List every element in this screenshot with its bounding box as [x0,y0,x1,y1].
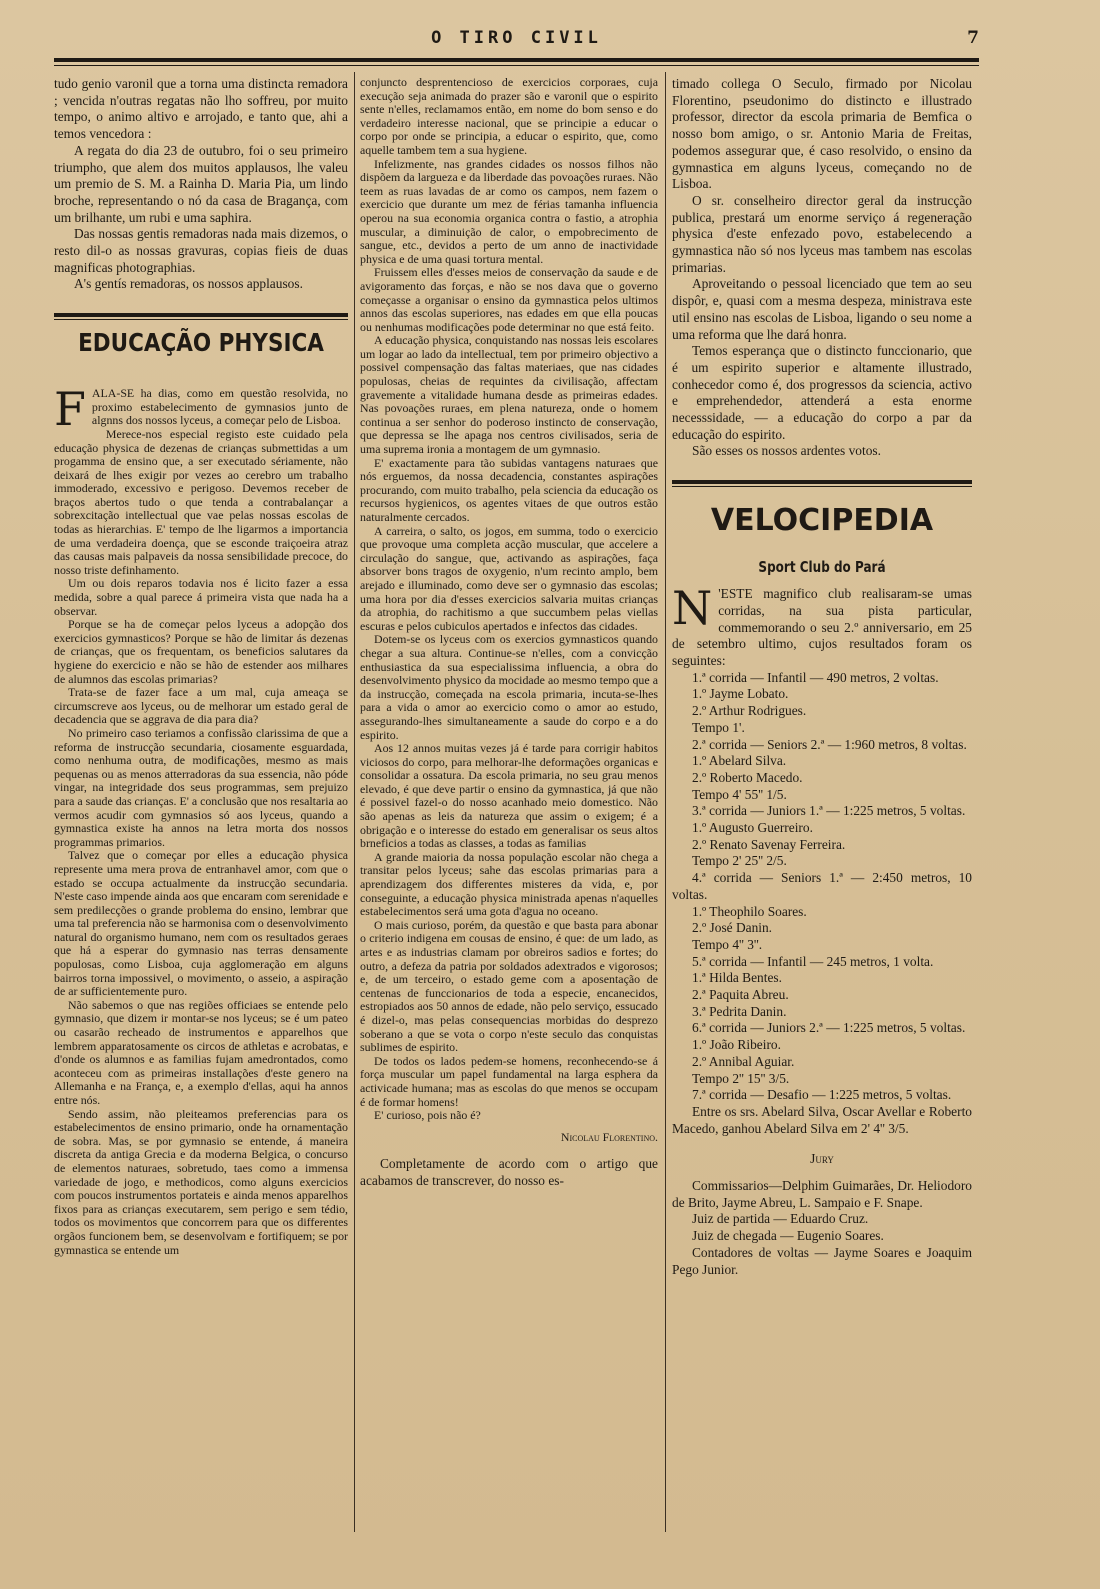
result-line: Tempo 2' 25'' 2/5. [692,853,787,869]
column-1 [54,76,348,1526]
result-line: 4.ª corrida — Seniors 1.ª — 2:450 metros, 10 voltas. [672,870,972,902]
section-title-educacao: EDUCAÇÃO PHYSICA [78,328,324,358]
result-line: 5.ª corrida — Infantil — 245 metros, 1 volta. [692,953,934,969]
educacao-article [54,382,348,1257]
result-line: 3.ª Pedrita Danin. [692,1003,787,1019]
regata-article-end [54,76,348,293]
paragraph: Trata-se de fazer face a um mal, cuja ameaça se circumscreve aos lyceus, ou de melhorar um estado geral de decadencia que se aggrava de dia para dia? [54,685,348,727]
result-line: 3.ª corrida — Juniors 1.ª — 1:225 metros, 5 voltas. [692,803,966,819]
column-divider [665,72,666,1532]
lead-paragraph [672,581,972,670]
paragraph: Infelizmente, nas grandes cidades os nossos filhos não dispõem da largueza e da liberdade das povoações ruraes. Não teem as ruas lavadas de ar como os campos, nem fazem o exercicio que durante um mez de férias tamanha influencia operou na sua economia organica contra o fastio, a atrophia muscular, a diminuição de calor, o empobrecimento de sangue, etc., devidos a perto de um anno de inactividade physica e de uma quasi tortura mental. [360,156,658,266]
result-line: 2.ª Paquita Abreu. [692,987,789,1003]
result-line: 7.ª corrida — Desafio — 1:225 metros, 5 voltas. [692,1087,952,1103]
result-line: 1.º Augusto Guerreiro. [692,820,813,836]
paragraph: Não sabemos o que nas regiões officiaes se entende pelo gymnasio, que dizem ir montar-se nos lyceus; se é um pateo ou casarão recheado de instrumentos e apparelhos que lembrem apparatosamente os circos de athletas e acrobatas, e d'onde os alumnos e as familias fujam amedrontados, como aconteceu com as primeiras installações d'este genero na Allemanha e na França, e, a exemplo d'ellas, aqui ha annos entre nós. [54,997,348,1108]
section-rule-thin [672,486,972,487]
lead-text: ALA-SE ha dias, como em questão resolvida, no proximo estabelecimento de gymnasios junto de algnns dos nossos lyceus, a começar pelo de Lisboa. [91,386,348,428]
column-divider [354,72,355,1532]
newspaper-title: O TIRO CIVIL [431,28,602,48]
jury-line: Juiz de chegada — Eugenio Soares. [692,1228,884,1244]
paragraph: Das nossas gentis remadoras nada mais dizemos, o resto dil-o as nossas gravuras, copias fieis de duas magnificas photographias. [54,226,348,275]
header-rule [54,58,979,62]
paragraph: Um ou dois reparos todavia nos é licito fazer a essa medida, sobre a qual parece á primeira vista que nada ha a observar. [54,576,348,618]
result-line: 1.ª corrida — Infantil — 490 metros, 2 voltas. [692,669,939,685]
paragraph: O sr. conselheiro director geral da instrucção publica, prestará um enorme serviço á regeneração physica d'este enfezado povo, estabelecendo a gymnastica não só nos lyceus mas tambem nas escolas primarias. [672,192,972,275]
paragraph: Merece-nos especial registo este cuidado pela educação physica de dezenas de crianças submettidas a um progamma de ensino que, a ser executado sériamente, não deixará de lhes exigir por vezes ao cerebro um trabalho immoderado, excessivo e perigoso. Devemos receber de braços abertos tudo o que tenda a contrabalançar a sobrexcitação intellectual que vae pelas nossas escolas de todas as hierarchias. E' tempo de lhe ligarmos a importancia de uma verdadeira doença, que se esconde traiçoeira atraz das causas mais palpaveis da nossa sensibilidade precoce, do nosso triste definhamento. [54,426,348,577]
paragraph: A educação physica, conquistando nas nossas leis escolares um logar ao lado da intellectual, tem por primeiro objectivo a possivel compensação das faltas materiaes, que nas cidades populosas, cheias de requintes da civilisação, affectam gravemente a vitalidade humana desde as primeiras edades. Nas povoações ruraes, em plena natureza, onde o homem continua a ser senhor do poderoso instincto de conservação, que depressa se lhe apaga nos centros civilisados, seria de uma suprema ironia a montagem de um gymnasio. [360,333,658,457]
result-line: 1.º Jayme Lobato. [692,686,789,702]
paragraph: Talvez que o começar por elles a educação physica represente uma mera prova de entranhavel amor, com que o estado se occupa actualmente da instrucção secundaria. N'este caso impende ainda aos que encaram com serenidade e sem predilecções o grande problema do ensino, lembrar que uma tal preferencia não se harmonisa com o desenvolvimento natural do organismo humano, nem com os resultados geraes que há a esperar do gymnasio nas terras densamente populosas, como Lisboa, cuja agglomeração em alguns bairros torna impossivel, o movimento, o asseio, a aspiração de ar sufficientemente puro. [54,848,348,999]
paragraph: A carreira, o salto, os jogos, em summa, todo o exercicio que provoque uma completa acção muscular, que accelere a circulação do sangue, que, activando as aspirações, faça absorver bons tragos de oxygenio, n'um recinto amplo, bem arejado e illuminado, como deve ser o gymnasio das escolas; uma hora por dia d'esses exercicios salvaria muitas crianças da atrophia, do rachitismo a que succumbem pelas viellas escuras e pelos cubiculos apertados e infectos das cidades. [360,523,658,633]
paragraph: São esses os nossos ardentes votos. [692,443,881,459]
paragraph: tudo genio varonil que a torna uma distincta remadora ; vencida n'outras regatas não lho soffreu, por muito tempo, o animo altivo e arrojado, e tanto que, ahi a temos vencedora : [54,76,348,142]
running-header [54,28,979,50]
jury-heading: Jury [810,1151,834,1167]
paragraph: conjuncto desprentencioso de exercicios corporaes, cuja execução seja animada do prazer são e varonil que o espirito sente n'elles, reclamamos então, em nome do bom senso e do verdadeiro interesse nacional, que se principie a educar o corpo por onde se principia, a educar o espirito, que, como aquelle tambem tem a sua hygiene. [360,76,658,157]
header-rule-thin [54,65,979,66]
jury-list [672,1178,972,1278]
paragraph: E' exactamente para tão subidas vantagens naturaes que nós erguemos, da nossa decadencia, constantes aspirações procurando, com muito trabalho, pela sciencia da educação os recursos hygienicos, os agentes vitaes de que outros estão naturalmente cercados. [360,455,658,524]
editorial-note [360,1156,658,1189]
educacao-article-continued [360,76,658,1144]
result-line: 2.º José Danin. [692,920,773,936]
lead-paragraph [54,382,348,437]
result-line: 2.ª corrida — Seniors 2.ª — 1:960 metros, 8 voltas. [692,736,967,752]
result-line: Tempo 4' 55'' 1/5. [692,786,787,802]
paragraph: timado collega O Seculo, firmado por Nicolau Florentino, pseudonimo do distincto e illustrado professor, director da escola primaria de Bemfica o nosso bom amigo, o sr. Antonio Maria de Freitas, podemos assegurar que, é caso resolvido, o ensino da gymnastica em alguns lyceus, começando no de Lisboa. [672,76,972,192]
result-line: Entre os srs. Abelard Silva, Oscar Avellar e Roberto Macedo, ganhou Abelard Silva em 2' 4'' 3/5. [672,1103,972,1136]
paragraph: Dotem-se os lyceus com os exercios gymnasticos quando chegar a sua altura. Continue-se n'elles, com a convicção enthusiastica da sua especialissima influencia, a obra do desenvolvimento physico da mocidade ao mesmo tempo que a da instrucção, começada na escola primaria, incuta-se-lhes para a vida o amor ao exercicio como o amor ao estudo, assegurando-lhes simultaneamente a saude do corpo e a do espirito. [360,632,658,742]
result-line: 1.º Abelard Silva. [692,753,787,769]
paragraph: Aos 12 annos muitas vezes já é tarde para corrigir habitos viciosos do corpo, para melhorar-lhe deformações organicas e consolidar a ossatura. Da escola primaria, no seu grau menos elevado, é que deve partir o ensino da gymnastica, já que não é possivel fazel-o do nosso acanhado meio domestico. Não são apenas as leis da natureza que assim o exigem; é a obrigação e o interesse do estado em generalisar os seus altos brneficios a todas as classes, a todas as familias [360,741,658,851]
result-line: 2.º Renato Savenay Ferreira. [692,836,846,852]
paragraph: Aproveitando o pessoal licenciado que tem ao seu dispôr, e, quasi com a mesma despeza, ministrava este util ensino nas escolas de Lisboa, ligando o seu nome a uma reforma que lhe dará honra. [672,276,972,342]
column-2 [360,76,658,1516]
jury-line: Juiz de partida — Eduardo Cruz. [692,1211,869,1227]
velocipedia-article [672,581,972,1278]
section-rule [54,313,348,317]
paragraph: O mais curioso, porém, da questão e que basta para abonar o criterio indigena em cousas de ensino, é que: de um lado, as artes e as industrias clamam por obreiros sadios e fortes; do outro, a defeza da patria por soldados adextrados e vigorosos; e, de um terceiro, o estado geme com a aposentação de centenas de funccionarios de toda a especie, encanecidos, estropiados aos 50 annos de edade, não pelo serviço, essucado é dizel-o, mas pelas consequencias morbidas do desprezo soberano a que se vota o corpo n'este seculo das conquistas sublimes de espirito. [360,917,658,1055]
section-rule-thin [54,319,348,320]
paragraph: A grande maioria da nossa população escolar não chega a transitar pelos lyceus; sahe das escolas primarias para a aprendizagem dos differentes misteres da vida, e, por conseguinte, a educação physica ministrada apenas n'aquelles estabelecimentos será uma gota d'agua no oceano. [360,849,658,919]
race-results [672,670,972,1138]
paragraph: Fruissem elles d'esses meios de conservação da saude e de avigoramento das forças, e não se nos dava que o governo começasse a organisar o ensino da gymnastica pelos ultimos annos das escolas superiores, nas edades em que ella poucas ou nenhumas modificações pode determinar no que está feito. [360,265,658,334]
paragraph: De todos os lados pedem-se homens, reconhecendo-se á força muscular um papel fundamental na larga esphera da activicade humana; mas as escolas do que menos se occupam é de formar homens! [360,1053,658,1109]
drop-cap: F [54,382,86,437]
paragraph: No primeiro caso teriamos a confissão clarissima de que a reforma de instrucção secundaria, ciosamente esguardada, como nenhuma outra, de modificações, mesmo as mais pequenas ou as menos atterradoras da sua essencia, não póde vingar, na integridade dos seus programmas, sem prejuizo para a saude das crianças. E' a conclusão que nos resaltaria ao vermos acudir com gymnasios só aos lyceus, quando a gymnastica existe ha annos na letra morta dos nossos programmas primarios. [54,725,348,849]
result-line: Tempo 4'' 3''. [692,936,763,952]
page-number: 7 [967,28,979,48]
editorial-note-continued [672,76,972,460]
paragraph: E' curioso, pois não é? [374,1108,481,1123]
result-line: 6.ª corrida — Juniors 2.ª — 1:225 metros, 5 voltas. [692,1020,966,1036]
author-signature: Nicolau Florentino. [560,1129,658,1144]
result-line: 2.º Arthur Rodrigues. [692,703,807,719]
result-line: Tempo 1'. [692,719,745,735]
club-subtitle: Sport Club do Pará [758,558,886,577]
paragraph: Sendo assim, não pleiteamos preferencias para os estabelecimentos de ensino primario, onde ha ornamentação de sobra. Mas, se por gymnasio se entende, á maneira discreta da antiga Grecia e da moderna Belgica, o concurso de elementos naturaes, sobretudo, taes como a immensa variedade de jogo, e methodicos, como alguns exercicios com poucos instrumentos portateis e ainda menos apparelhos fixos para as crianças executarem, sem perigo e sem tédio, todos os movimentos que concorrem para que os differentes orgãos funcionem bem, se desenvolvam e fortifiquem; se por gymnastica se entende um [54,1106,348,1257]
result-line: 2.º Annibal Aguiar. [692,1053,795,1069]
paragraph: A regata do dia 23 de outubro, foi o seu primeiro triumpho, que alem dos muitos applausos, lhe valeu um premio de S. M. a Rainha D. Maria Pia, um lindo broche, representando o nó da casa de Bragança, com um brilhante, um rubi e uma saphira. [54,142,348,225]
section-title-velocipedia: VELOCIPEDIA [710,503,934,539]
result-line: 2.º Roberto Macedo. [692,769,803,785]
section-rule [672,480,972,484]
drop-cap: N [672,581,713,636]
result-line: 1.ª Hilda Bentes. [692,970,782,986]
paragraph: Porque se ha de começar pelos lyceus a adopção dos exercicios gymnasticos? Porque se hão de limitar ás dezenas de crianças, que os frequentam, os beneficios salutares da hygiene do exercicio e não se hão de estender aos milhares de alumnos das escolas primarias? [54,617,348,686]
column-3 [672,76,972,1526]
paragraph: Completamente de acordo com o artigo que acabamos de transcrever, do nosso es- [360,1156,658,1189]
jury-line: Commissarios—Delphim Guimarães, Dr. Heliodoro de Brito, Jayme Abreu, L. Sampaio e F. Snape. [672,1178,972,1210]
jury-line: Contadores de voltas — Jayme Soares e Joaquim Pego Junior. [672,1244,972,1277]
paragraph: Temos esperança que o distincto funccionario, que é um espirito superior e altamente illustrado, conhecedor como é, dos progressos da sciencia, activo e emprehendedor, attenderá a esta enorme necesssidade, — a educação do corpo a par da educação do espirito. [672,343,972,442]
result-line: 1.º João Ribeiro. [692,1037,781,1053]
result-line: 1.º Theophilo Soares. [692,903,807,919]
result-line: Tempo 2'' 15'' 3/5. [692,1070,790,1086]
paragraph: A's gentís remadoras, os nossos applausos. [74,276,303,292]
lead-text: 'ESTE magnifico club realisaram-se umas corridas, na sua pista particular, commemorando o seu 2.º anniversario, em 25 de setembro ultimo, cujos resultados foram os seguintes: [672,586,972,668]
